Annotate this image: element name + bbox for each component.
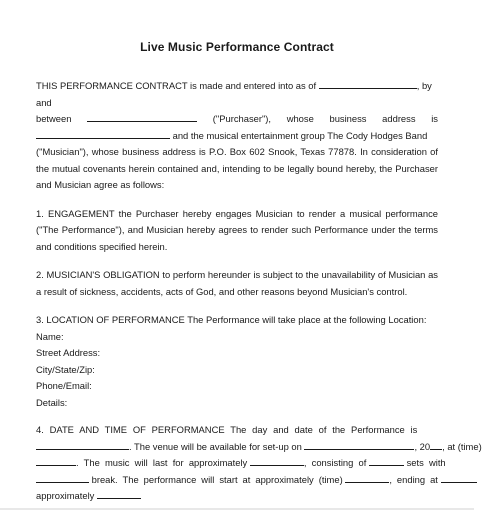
break-duration-blank (36, 473, 89, 483)
datetime-text: , 20 (414, 440, 431, 452)
intro-text: between (36, 113, 72, 124)
intro-text: whose (286, 113, 314, 124)
datetime-text: break. The performance will start at approximately (time) (91, 473, 343, 485)
location-heading: 3. LOCATION OF PERFORMANCE The Performance will take place at the following Location: (36, 314, 427, 325)
datetime-section (36, 422, 482, 505)
intro-text: address (382, 113, 416, 124)
datetime-text: sets with (406, 457, 446, 468)
location-phone-label: Phone/Email: (36, 380, 92, 391)
datetime-text: , consisting of (303, 457, 367, 468)
datetime-line-1 (36, 422, 438, 439)
intro-text: , by and (36, 80, 432, 108)
end-approx-blank (97, 489, 141, 499)
end-time-blank (441, 473, 477, 483)
datetime-text: approximately (36, 490, 95, 501)
datetime-text: 4. DATE AND TIME OF PERFORMANCE The day and date of the Performance is (36, 424, 418, 435)
intro-body: ("Musician"), whose business address is P.O. Box 602 Snook, Texas 77878. In consideration of the mutual covenants herein contained and, intending to be legally bound hereby, the Purchaser and Musician agree as follows: (36, 146, 438, 190)
datetime-line-4 (36, 472, 438, 489)
datetime-line-3 (36, 455, 446, 472)
intro-text: is (431, 113, 438, 124)
intro-line-3 (36, 128, 438, 145)
location-city-label: City/State/Zip: (36, 363, 95, 375)
setup-time-blank (36, 456, 76, 466)
datetime-text: , at (time) (442, 440, 482, 452)
datetime-text: . The music will last for approximately (76, 457, 248, 468)
intro-section (36, 78, 438, 194)
intro-text: THIS PERFORMANCE CONTRACT is made and entered into as of (36, 80, 317, 91)
location-street-label: Street Address: (36, 347, 101, 358)
intro-text: ("Purchaser"), (212, 113, 272, 124)
datetime-line-5 (36, 488, 438, 505)
purchaser-name-blank (87, 112, 197, 122)
datetime-text: . The venue will be available for set-up on (129, 440, 302, 452)
datetime-line-2 (36, 439, 482, 456)
intro-text: and the musical entertainment group The Cody Hodges Band (172, 129, 428, 141)
location-name-label: Name: (36, 330, 64, 342)
purchaser-address-blank (36, 129, 170, 139)
document-title: Live Music Performance Contract (140, 40, 334, 54)
obligation-clause: 2. MUSICIAN'S OBLIGATION to perform hereunder is subject to the unavailability of Musician as a result of sickness, accidents, acts of God, and other reasons beyond Musician's control. (36, 269, 438, 297)
setup-year-blank (430, 440, 442, 450)
effective-date-blank (319, 79, 417, 89)
location-details-label: Details: (36, 396, 68, 408)
intro-line-2 (36, 111, 438, 128)
sets-count-blank (369, 456, 404, 466)
start-time-blank (345, 473, 389, 483)
location-section (36, 312, 438, 411)
performance-date-blank (36, 440, 129, 450)
intro-text: business (329, 113, 367, 124)
music-duration-blank (250, 456, 304, 466)
intro-line-1 (36, 78, 438, 111)
setup-date-blank (304, 440, 414, 450)
engagement-clause: 1. ENGAGEMENT the Purchaser hereby engages Musician to render a musical performance ("The Performance"), and Musician hereby agrees to render such Performance under the terms and conditions specified herein. (36, 207, 438, 252)
datetime-text: , ending at (389, 473, 438, 485)
